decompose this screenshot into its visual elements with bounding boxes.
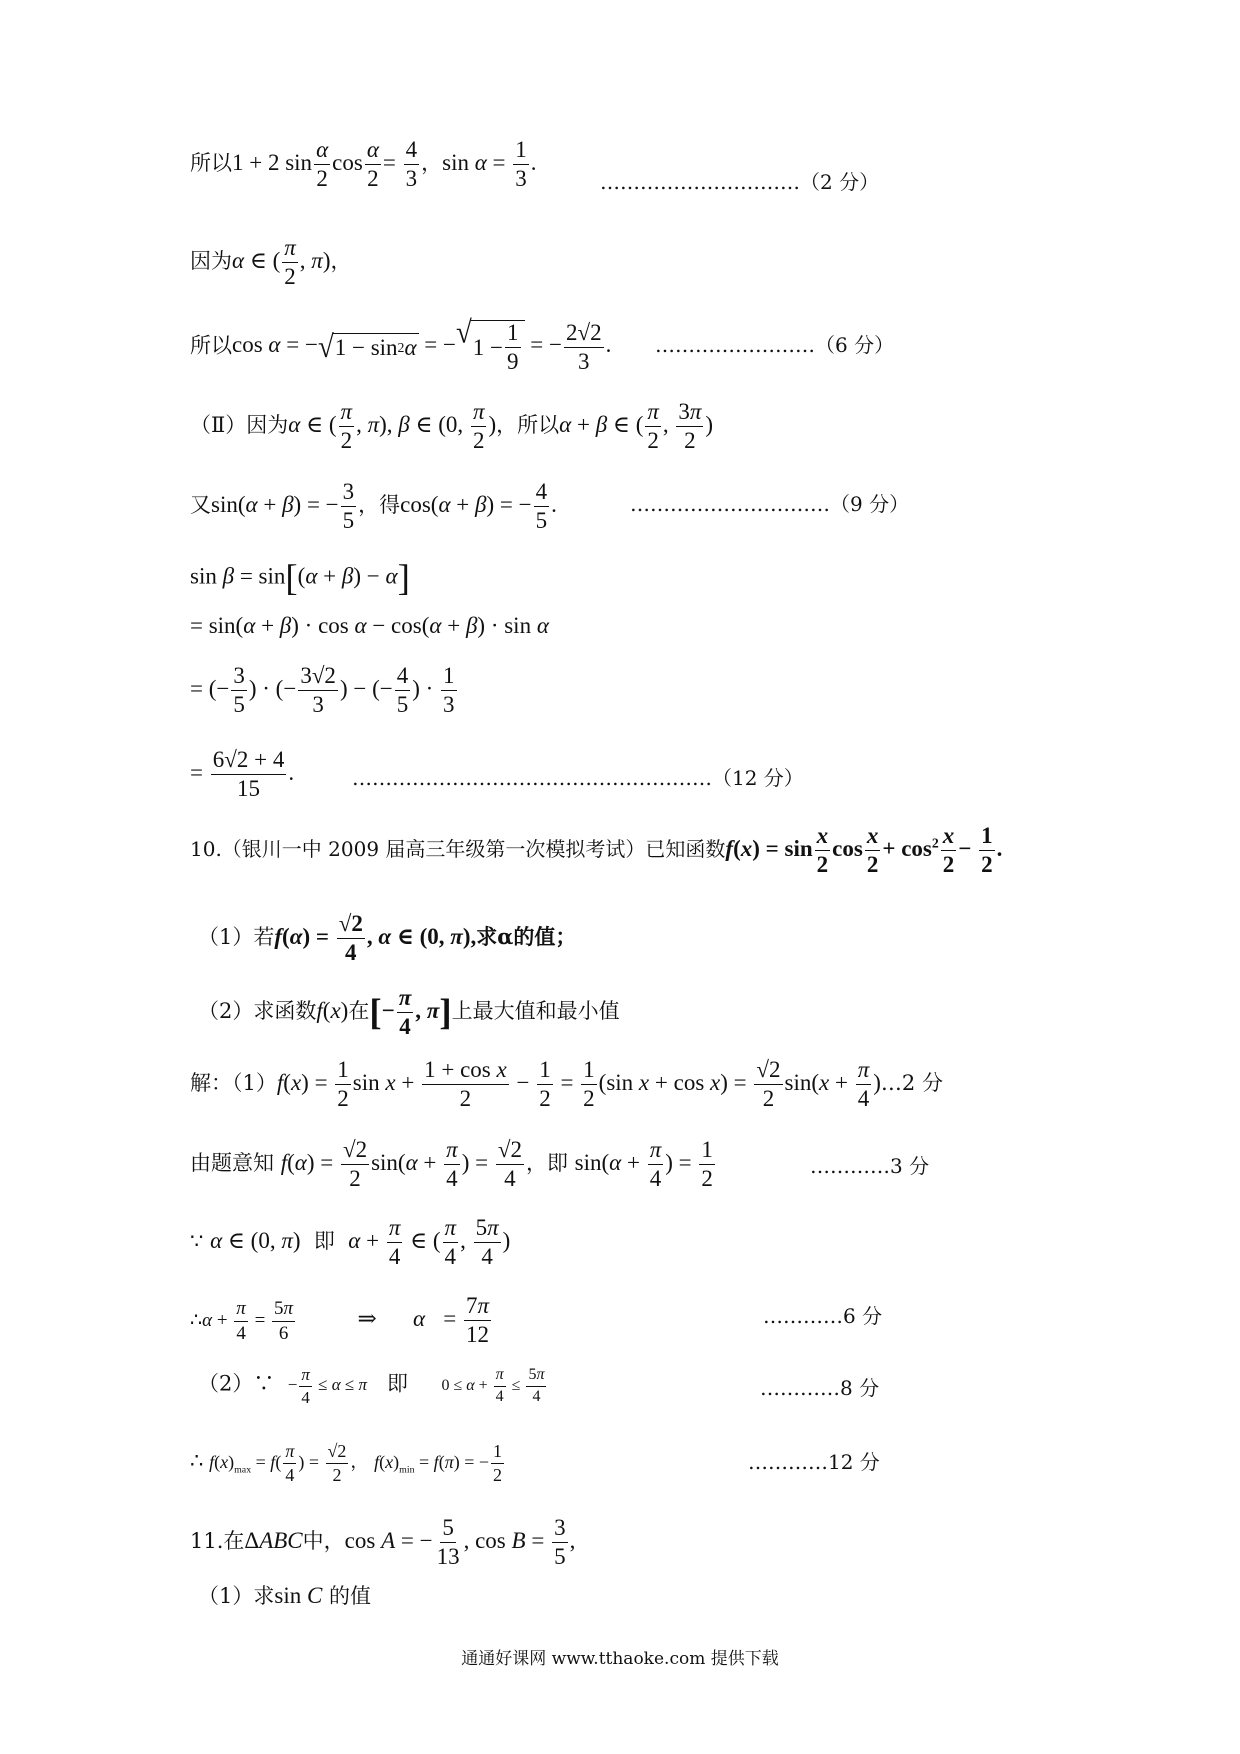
solution-line-7: = sin(α + β) · cos α − cos(α + β) · sin α — [190, 613, 549, 638]
page-footer: 通通好课网 www.tthaoke.com 提供下载 — [461, 1649, 779, 1669]
score-9: …………………………（9 分） — [630, 492, 910, 516]
score-6b: …………6 分 — [763, 1304, 883, 1328]
q10-part1: （1）若f(α) = $\frac{√2}{4}$ , α ∈ (0, π),求α的值； — [198, 911, 577, 966]
q10-given: 由题意知 f(α) = $\frac{√2}{2}$ sin(α + $\frac{\pi}{4}$ ) = $\frac{√2}{4}$ ，即 sin(α + $\frac{\pi}{4}$ ) = $\frac{1}{2}$ — [190, 1137, 713, 1192]
solution-line-8: = (− $\frac{3}{5}$ ) · (− $\frac{3√2}{3}$ ) − (− $\frac{4}{5}$ ) · $\frac{1}{3}$ — [190, 663, 455, 718]
score-12: ………………………………………………（12 分） — [352, 766, 804, 790]
solution-line-6: sin β = sin[(α + β) − α] — [190, 557, 410, 598]
solution-line-2: 因为α ∈ ( $\frac{\pi}{2}$ , π)， — [190, 235, 352, 290]
q10-therefore-1: ∴α + $\frac{\pi}{4}$ = $\frac{5\pi}{6}$ ⇒ α = $\frac{7\pi}{12}$ — [190, 1293, 489, 1348]
q10-solution-1: 解：（1）f(x) = $\frac{1}{2}$ sin x + $\frac{\text{1 + cos x}}{2}$ − $\frac{1}{2}$ = $\frac{1}{2}$ (sin x + cos x) = $\frac{√2}{2}$ sin(x + $\frac{\pi}{4}$ )…2 分 — [190, 1057, 943, 1112]
solution-line-3: 所以cos α = − √ 1 − sin 2 α = − √ 1 − $\frac{1}{9}$ = − $\frac{2√2}{3}$ . — [190, 315, 612, 375]
q11-part1: （1）求sin C 的值 — [198, 1583, 371, 1608]
score-6: ……………………（6 分） — [655, 333, 895, 357]
solution-line-9: = $\frac{6√2 + 4}{15}$ . — [190, 747, 295, 802]
score-2: …………………………（2 分） — [600, 170, 880, 194]
score-8: …………8 分 — [760, 1376, 880, 1400]
q10-header: 10.（银川一中 2009 届高三年级第一次模拟考试）已知函数f(x) = sin $\frac{x}{2}$ cos $\frac{x}{2}$ + $\cos^2$ $\frac{x}{2}$ − $\frac{1}{2}$ . — [190, 823, 1003, 878]
q10-part2: （2）求函数f(x)在[− $\frac{\pi}{4}$ , π]上最大值和最小值 — [198, 985, 620, 1040]
score-12b: …………12 分 — [748, 1450, 880, 1474]
q10-therefore-2: ∴ $f(x)_{max} = f$( $\frac{\pi}{4}$ ) = $\frac{√2}{2}$ ， $f(x)_{min} = f(\pi)$ = − $\frac{1}{2}$ — [190, 1441, 503, 1485]
solution-line-4: （Ⅱ）因为α ∈ ( $\frac{\pi}{2}$ , π), β ∈ (0, $\frac{\pi}{2}$ )，所以α + β ∈ ( $\frac{\pi}{2}$ , $\frac{3\pi}{2}$ ) — [190, 399, 714, 454]
q10-because: ∵ α ∈ (0, π) 即 α + $\frac{\pi}{4}$ ∈ ( $\frac{\pi}{4}$ , $\frac{5\pi}{4}$ ) — [190, 1215, 511, 1270]
solution-line-1: 所以1 + 2 sin $\frac{\alpha}{2}$ cos $\frac{\alpha}{2}$ = $\frac{4}{3}$ ，sin α = $\frac{1}{3}$ . — [190, 137, 537, 192]
q11-header: 11.在ΔABC中，cos A = − $\frac{5}{13}$ , cos B = $\frac{3}{5}$ , — [190, 1515, 576, 1570]
score-3: …………3 分 — [810, 1154, 930, 1178]
solution-line-5: 又sin(α + β) = − $\frac{3}{5}$ ，得cos(α + β) = − $\frac{4}{5}$ . — [190, 479, 557, 534]
q10-part2-solution: （2）∵ − $\frac{\pi}{4}$ ≤ α ≤ π 即 0 ≤ α + $\frac{\pi}{4}$ ≤ $\frac{5\pi}{4}$ — [198, 1365, 545, 1407]
